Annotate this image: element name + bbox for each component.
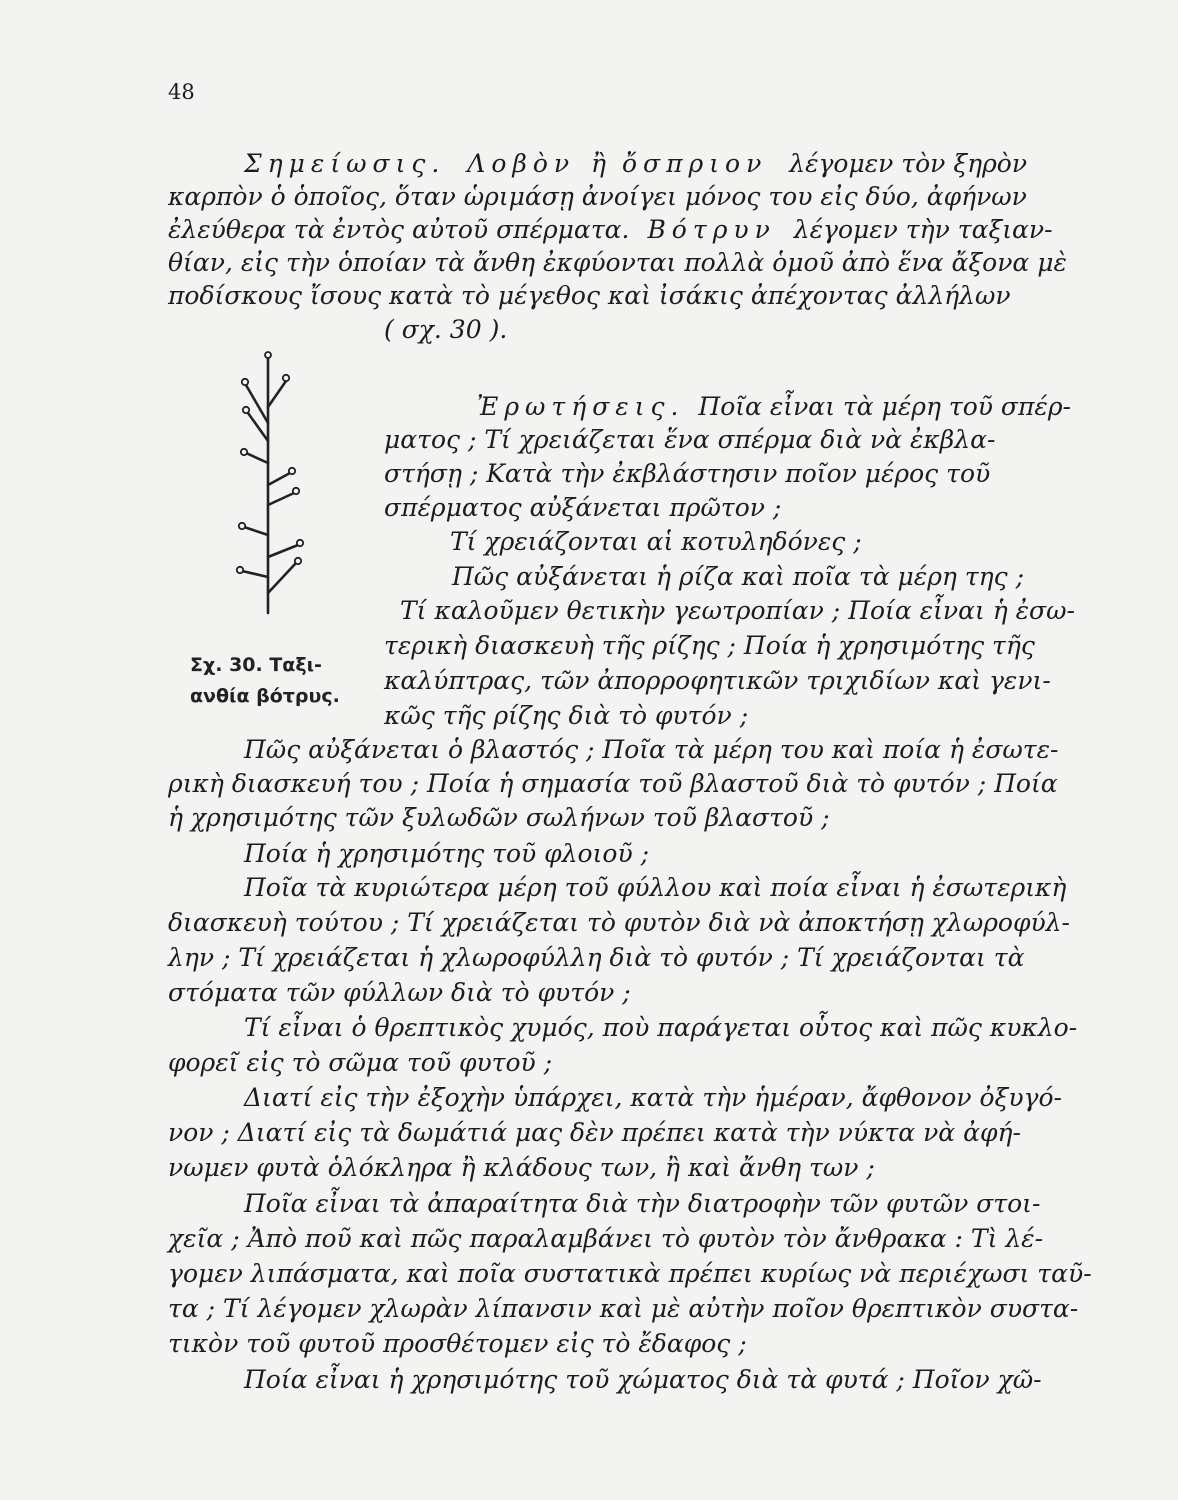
question-line-7: Τί καλοῦμεν θετικὴν γεωτροπίαν ; Ποία εἶναι ἡ ἐσω- <box>400 596 1075 625</box>
note-line-4: θίαν, εἰς τὴν ὁποίαν τὰ ἄνθη ἐκφύονται πολλὰ ὁμοῦ ἀπὸ ἕνα ἄξονα μὲ <box>168 248 1067 277</box>
question-line-17: λην ; Τί χρειάζεται ἡ χλωροφύλλη διὰ τὸ φυτόν ; Τί χρειάζονται τὰ <box>168 943 1025 972</box>
question-line-24: Ποῖα εἶναι τὰ ἀπαραίτητα διὰ τὴν διατροφὴν τῶν φυτῶν στοι- <box>244 1189 1041 1218</box>
question-line-2: ματος ; Τί χρειάζεται ἕνα σπέρμα διὰ νὰ ἐκβλα- <box>384 425 996 454</box>
note-line-1: Σημείωσις. Λοβὸν ἢ ὄσπριον λέγομεν τὸν ξηρὸν <box>244 149 1028 178</box>
questions-label: Ἐρωτήσεις. <box>477 392 685 421</box>
question-line-14: Ποία ἡ χρησιμότης τοῦ φλοιοῦ ; <box>244 839 650 868</box>
raceme-figure <box>228 345 318 625</box>
figure-caption: Σχ. 30. Ταξι- ανθία βότρυς. <box>190 654 340 707</box>
question-line-22: νον ; Διατί εἰς τὰ δωμάτιά μας δὲν πρέπει κατὰ τὴν νύκτα νὰ ἀφή- <box>168 1118 1021 1147</box>
note-line-5: ποδίσκους ἴσους κατὰ τὸ μέγεθος καὶ ἰσάκις ἀπέχοντας ἀλλήλων <box>168 281 1011 310</box>
question-line-12: ρικὴ διασκευή του ; Ποία ἡ σημασία τοῦ βλαστοῦ διὰ τὸ φυτόν ; Ποία <box>168 769 1058 798</box>
question-line-9: καλύπτρας, τῶν ἀπορροφητικῶν τριχιδίων καὶ γενι- <box>384 666 1051 695</box>
question-line-23: νωμεν φυτὰ ὁλόκληρα ἢ κλάδους των, ἢ καὶ ἄνθη των ; <box>168 1153 875 1182</box>
question-line-21: Διατί εἰς τὴν ἐξοχὴν ὑπάρχει, κατὰ τὴν ἡμέραν, ἄφθονον ὀξυγό- <box>244 1083 1062 1112</box>
question-line-11: Πῶς αὐξάνεται ὁ βλαστός ; Ποῖα τὰ μέρη του καὶ ποία ἡ ἐσωτε- <box>244 735 1059 764</box>
question-line-3: στήσῃ ; Κατὰ τὴν ἐκβλάστησιν ποῖον μέρος τοῦ <box>384 459 991 488</box>
question-line-10: κῶς τῆς ρίζης διὰ τὸ φυτόν ; <box>384 701 749 730</box>
question-line-4: σπέρματος αὐξάνεται πρῶτον ; <box>384 493 782 522</box>
note-label: Σημείωσις. <box>244 149 446 178</box>
question-line-16: διασκευὴ τούτου ; Τί χρειάζεται τὸ φυτὸν διὰ νὰ ἀποκτήσῃ χλωροφύλ- <box>168 908 1070 937</box>
question-line-6: Πῶς αὐξάνεται ἡ ρίζα καὶ ποῖα τὰ μέρη της ; <box>452 562 1025 591</box>
question-line-28: τικὸν τοῦ φυτοῦ προσθέτομεν εἰς τὸ ἔδαφος ; <box>168 1329 747 1358</box>
question-line-19: Τί εἶναι ὁ θρεπτικὸς χυμός, ποὺ παράγεται οὗτος καὶ πῶς κυκλο- <box>244 1013 1078 1042</box>
question-line-29: Ποία εἶναι ἡ χρησιμότης τοῦ χώματος διὰ τὰ φυτά ; Ποῖον χῶ- <box>244 1365 1042 1394</box>
question-line-15: Ποῖα τὰ κυριώτερα μέρη τοῦ φύλλου καὶ ποία εἶναι ἡ ἐσωτερικὴ <box>244 873 1067 902</box>
question-line-13: ἡ χρησιμότης τῶν ξυλωδῶν σωλήνων τοῦ βλαστοῦ ; <box>168 803 830 832</box>
note-line-3: ἐλεύθερα τὰ ἐντὸς αὐτοῦ σπέρματα. Βότρυν λέγομεν τὴν ταξιαν- <box>168 215 1053 244</box>
question-line-26: γομεν λιπάσματα, καὶ ποῖα συστατικὰ πρέπει κυρίως νὰ περιέχωσι ταῦ- <box>168 1259 1092 1288</box>
question-line-27: τα ; Τί λέγομεν χλωρὰν λίπανσιν καὶ μὲ αὐτὴν ποῖον θρεπτικὸν συστα- <box>168 1294 1079 1323</box>
question-line-25: χεῖα ; Ἀπὸ ποῦ καὶ πῶς παραλαμβάνει τὸ φυτὸν τὸν ἄνθρακα : Τὶ λέ- <box>168 1224 1044 1253</box>
question-line-5: Τί χρειάζονται αἱ κοτυληδόνες ; <box>450 527 862 556</box>
question-line-20: φορεῖ εἰς τὸ σῶμα τοῦ φυτοῦ ; <box>168 1048 553 1077</box>
note-line-2: καρπὸν ὁ ὁποῖος, ὅταν ὡριμάσῃ ἀνοίγει μόνος του εἰς δύο, ἀφήνων <box>168 182 1027 211</box>
page-number: 48 <box>168 80 195 104</box>
question-line-8: τερικὴ διασκευὴ τῆς ρίζης ; Ποία ἡ χρησιμότης τῆς <box>384 631 1035 660</box>
question-line-18: στόματα τῶν φύλλων διὰ τὸ φυτόν ; <box>168 978 631 1007</box>
question-line-1: Ἐρωτήσεις. Ποῖα εἶναι τὰ μέρη τοῦ σπέρ- <box>477 392 1071 421</box>
note-line-6: ( σχ. 30 ). <box>384 315 508 344</box>
